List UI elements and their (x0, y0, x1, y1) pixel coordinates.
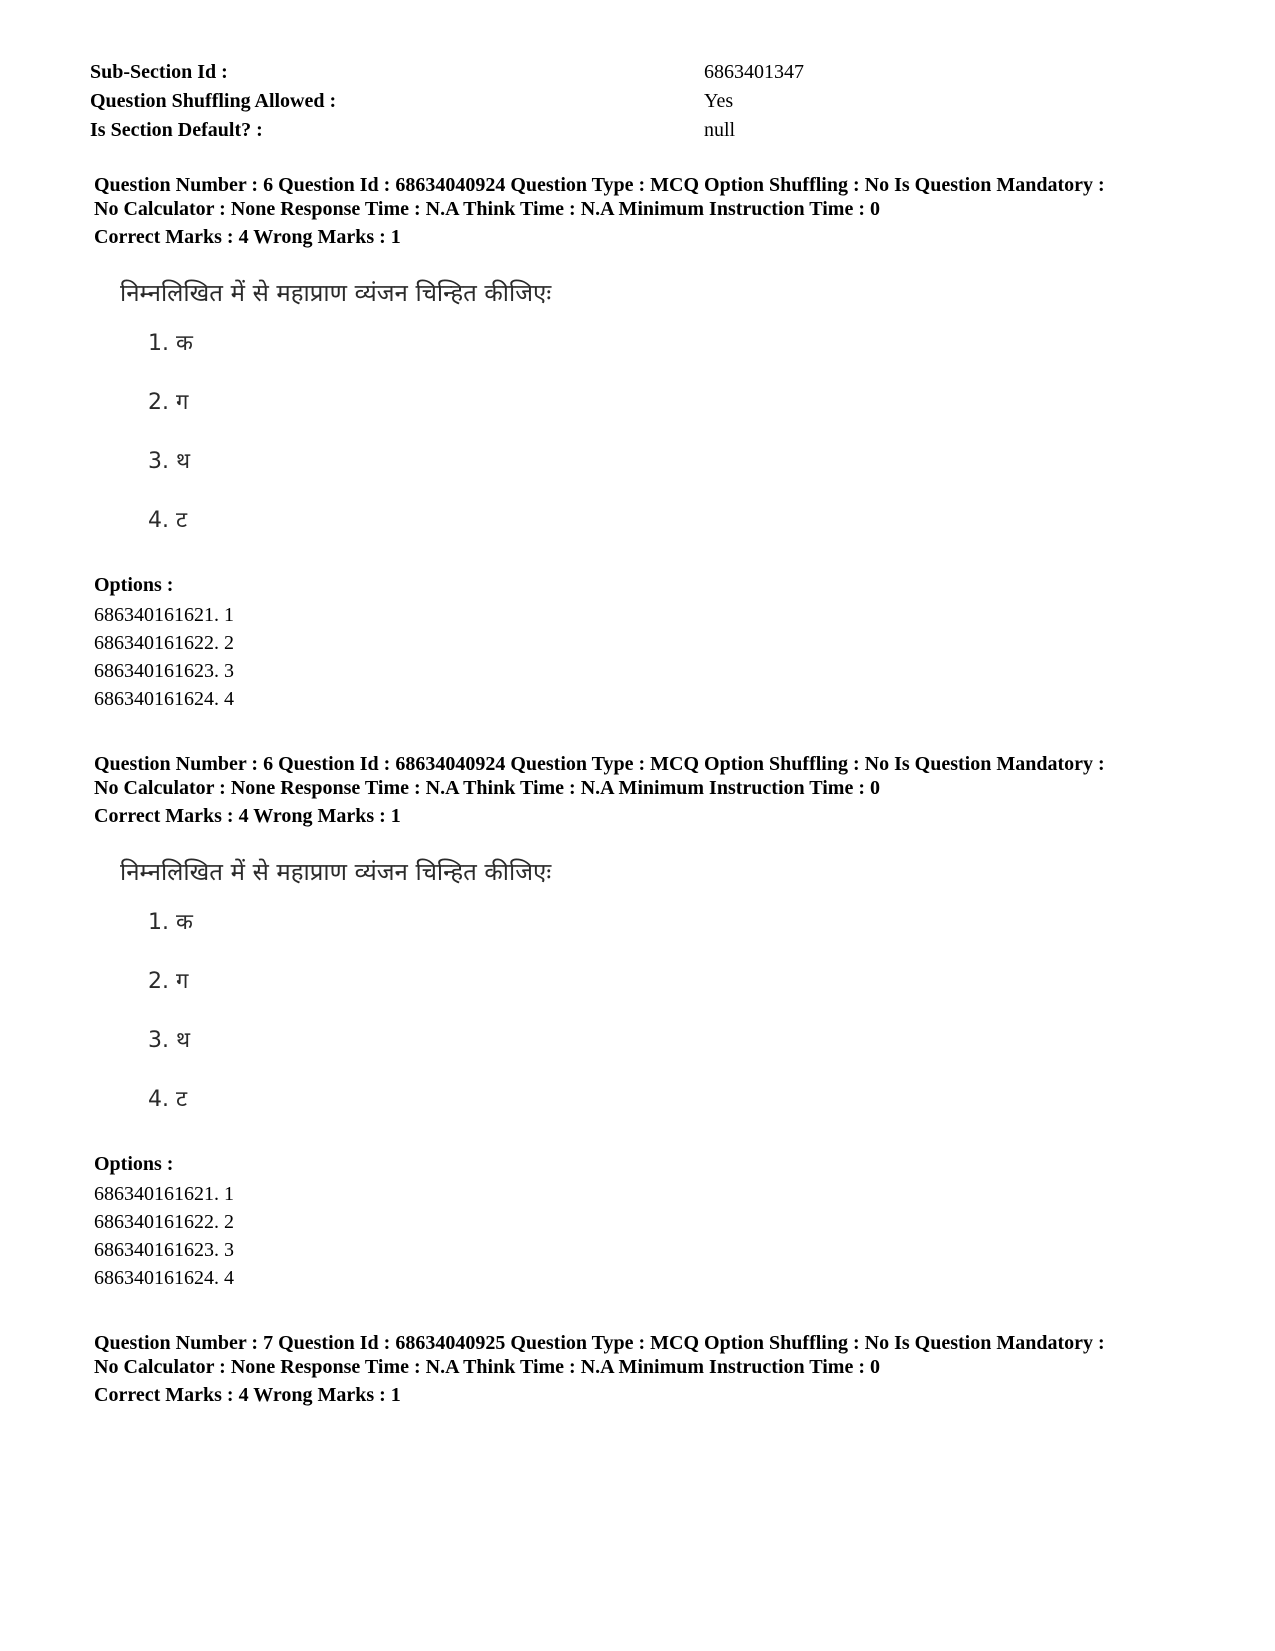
meta-row-subsection-id (90, 58, 850, 87)
question-header (94, 173, 1184, 221)
question-header-line: No Calculator : None Response Time : N.A Think Time : N.A Minimum Instruction Time : 0 (94, 198, 880, 220)
meta-key: Is Section Default? : (90, 119, 263, 141)
meta-value: 6863401347 (704, 61, 804, 83)
question-prompt: निम्नलिखित में से महाप्राण व्यंजन चिन्हित कीजिएः (120, 858, 552, 886)
question-choice: 2. ग (148, 969, 189, 994)
question-choices (148, 329, 1194, 565)
options-list (94, 1180, 1194, 1292)
question-choice: 4. ट (148, 1087, 188, 1112)
options-label: Options : (94, 1153, 174, 1175)
option-item: 686340161621. 1 (94, 604, 234, 626)
question-block (94, 1331, 1194, 1407)
option-item: 686340161624. 4 (94, 1267, 234, 1289)
question-block (94, 173, 1194, 713)
question-marks: Correct Marks : 4 Wrong Marks : 1 (94, 805, 401, 827)
question-choice: 1. क (148, 910, 193, 935)
question-choice: 3. थ (148, 449, 191, 474)
options-label: Options : (94, 574, 174, 596)
meta-row-section-default (90, 116, 850, 145)
meta-key: Question Shuffling Allowed : (90, 90, 337, 112)
question-marks: Correct Marks : 4 Wrong Marks : 1 (94, 1384, 401, 1406)
option-item: 686340161622. 2 (94, 632, 234, 654)
question-prompt: निम्नलिखित में से महाप्राण व्यंजन चिन्हित कीजिएः (120, 279, 552, 307)
question-marks: Correct Marks : 4 Wrong Marks : 1 (94, 226, 401, 248)
option-item: 686340161623. 3 (94, 660, 234, 682)
question-header (94, 752, 1184, 800)
option-item: 686340161622. 2 (94, 1211, 234, 1233)
meta-value: Yes (704, 90, 734, 112)
section-meta (90, 58, 850, 145)
question-block (94, 752, 1194, 1292)
meta-row-question-shuffling (90, 87, 850, 116)
question-choice: 2. ग (148, 390, 189, 415)
question-header-line: Question Number : 6 Question Id : 68634040924 Question Type : MCQ Option Shuffling : No Is Question Mandatory : (94, 753, 1105, 775)
question-header-line: No Calculator : None Response Time : N.A Think Time : N.A Minimum Instruction Time : 0 (94, 777, 880, 799)
question-header-line: Question Number : 7 Question Id : 68634040925 Question Type : MCQ Option Shuffling : No Is Question Mandatory : (94, 1332, 1105, 1354)
options-list (94, 601, 1194, 713)
meta-key: Sub-Section Id : (90, 61, 228, 83)
question-choice: 1. क (148, 331, 193, 356)
question-header (94, 1331, 1184, 1379)
question-choice: 4. ट (148, 508, 188, 533)
option-item: 686340161623. 3 (94, 1239, 234, 1261)
question-choices (148, 908, 1194, 1144)
question-header-line: Question Number : 6 Question Id : 68634040924 Question Type : MCQ Option Shuffling : No Is Question Mandatory : (94, 174, 1105, 196)
question-header-line: No Calculator : None Response Time : N.A Think Time : N.A Minimum Instruction Time : 0 (94, 1356, 880, 1378)
question-choice: 3. थ (148, 1028, 191, 1053)
option-item: 686340161621. 1 (94, 1183, 234, 1205)
option-item: 686340161624. 4 (94, 688, 234, 710)
meta-value: null (704, 119, 736, 141)
